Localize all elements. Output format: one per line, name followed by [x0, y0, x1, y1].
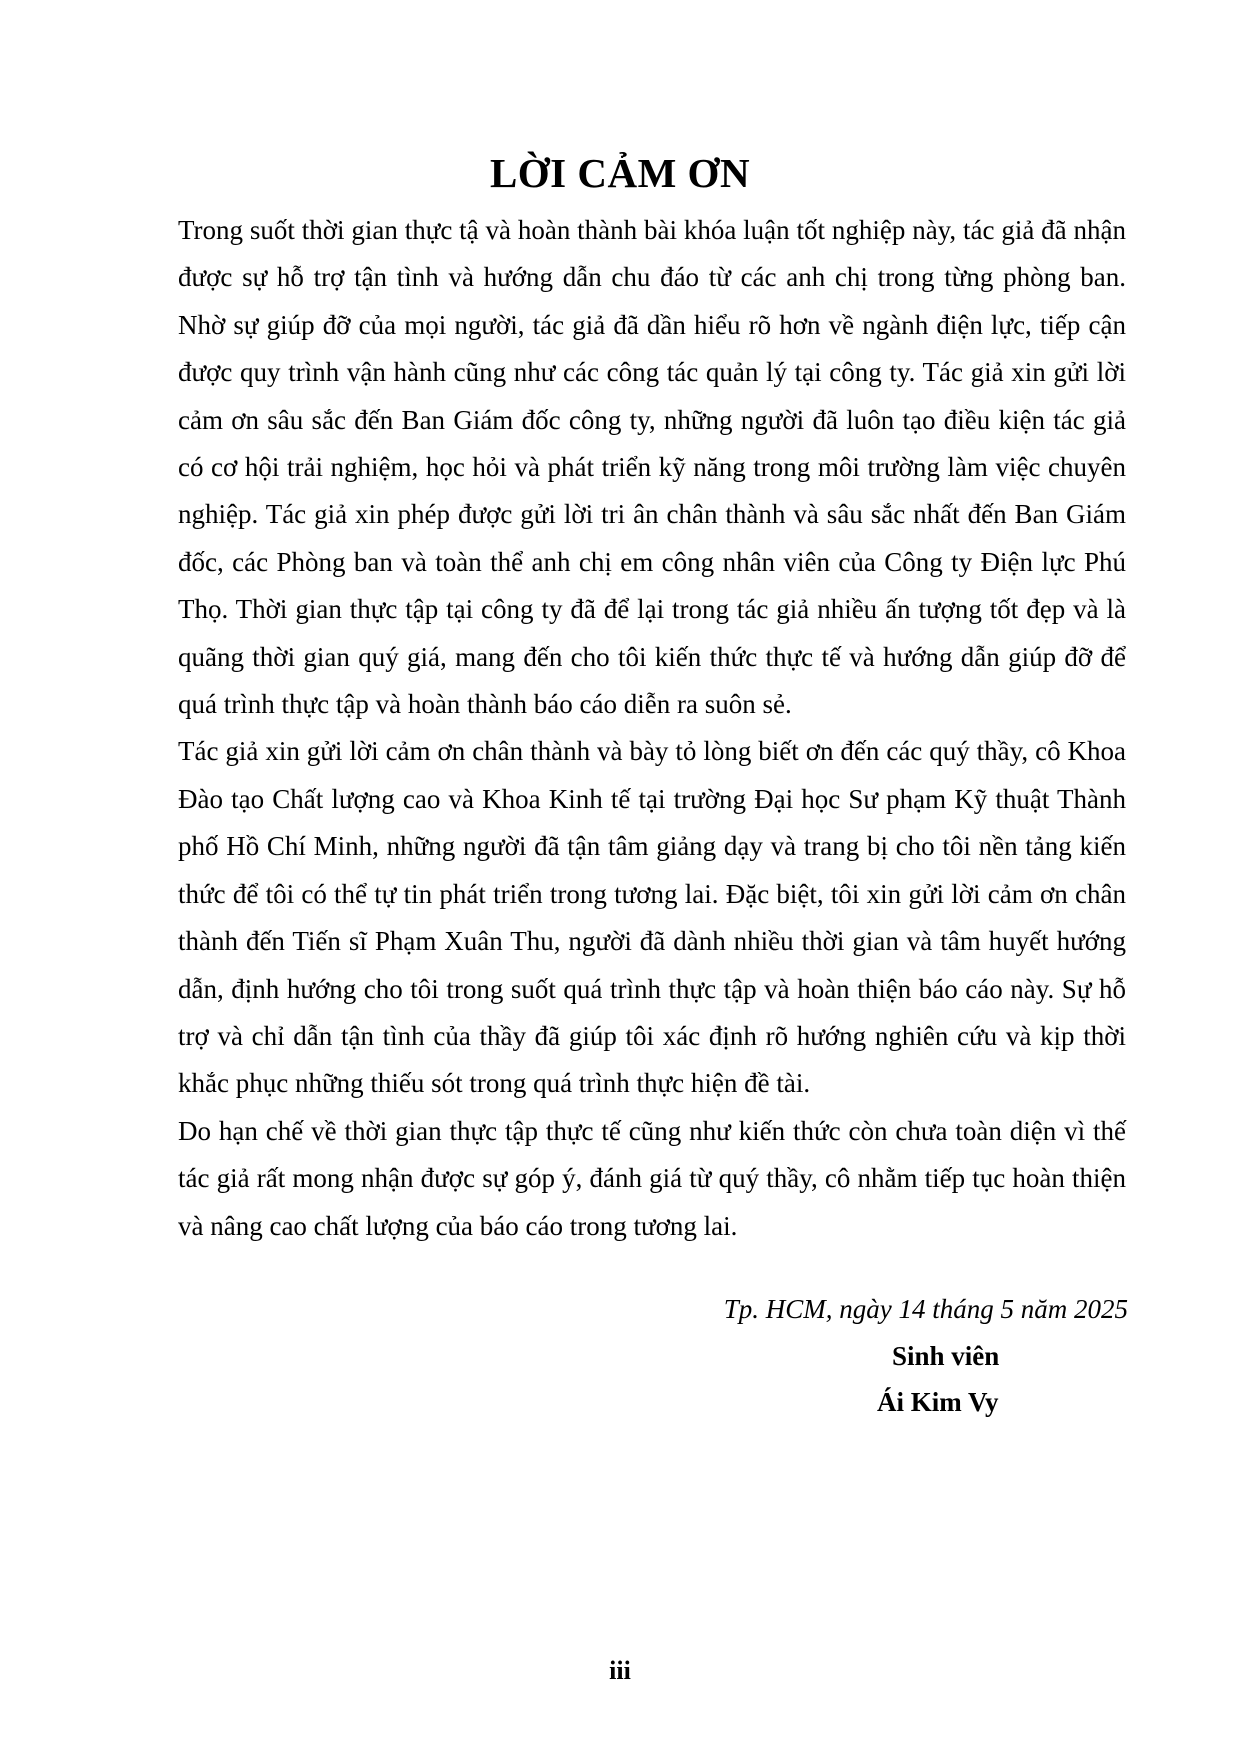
paragraph-3: Do hạn chế về thời gian thực tập thực tế cũng như kiến thức còn chưa toàn diện vì thế tác giả rất mong nhận được sự góp ý, đánh giá từ quý thầy, cô nhằm tiếp tục hoàn thiện và nâng cao chất lượng của báo cáo trong tương lai.: [178, 1115, 1126, 1241]
signature-name: Ái Kim Vy: [877, 1387, 999, 1417]
signature-date: Tp. HCM, ngày 14 tháng 5 năm 2025: [723, 1294, 1128, 1324]
paragraph-1: Trong suốt thời gian thực tậ và hoàn thành bài khóa luận tốt nghiệp này, tác giả đã nhận được sự hỗ trợ tận tình và hướng dẫn chu đáo từ các anh chị trong từng phòng ban. Nhờ sự giúp đỡ của mọi người, tác giả đã dần hiểu rõ hơn về ngành điện lực, tiếp cận được quy trình vận hành cũng như các công tác quản lý tại công ty. Tác giả xin gửi lời cảm ơn sâu sắc đến Ban Giám đốc công ty, những người đã luôn tạo điều kiện tác giả có cơ hội trải nghiệm, học hỏi và phát triển kỹ năng trong môi trường làm việc chuyên nghiệp. Tác giả xin phép được gửi lời tri ân chân thành và sâu sắc nhất đến Ban Giám đốc, các Phòng ban và toàn thể anh chị em công nhân viên của Công ty Điện lực Phú Thọ. Thời gian thực tập tại công ty đã để lại trong tác giả nhiều ấn tượng tốt đẹp và là quãng thời gian quý giá, mang đến cho tôi kiến thức thực tế và hướng dẫn giúp đỡ để quá trình thực tập và hoàn thành báo cáo diễn ra suôn sẻ.: [178, 215, 1126, 720]
body-text: [178, 207, 1126, 1250]
page-number: iii: [609, 1656, 631, 1685]
paragraph-2: Tác giả xin gửi lời cảm ơn chân thành và bày tỏ lòng biết ơn đến các quý thầy, cô Khoa Đào tạo Chất lượng cao và Khoa Kinh tế tại trường Đại học Sư phạm Kỹ thuật Thành phố Hồ Chí Minh, những người đã tận tâm giảng dạy và trang bị cho tôi nền tảng kiến thức để tôi có thể tự tin phát triển trong tương lai. Đặc biệt, tôi xin gửi lời cảm ơn chân thành đến Tiến sĩ Phạm Xuân Thu, người đã dành nhiều thời gian và tâm huyết hướng dẫn, định hướng cho tôi trong suốt quá trình thực tập và hoàn thiện báo cáo này. Sự hỗ trợ và chỉ dẫn tận tình của thầy đã giúp tôi xác định rõ hướng nghiên cứu và kịp thời khắc phục những thiếu sót trong quá trình thực hiện đề tài.: [178, 736, 1126, 1099]
signature-role: Sinh viên: [892, 1341, 1000, 1371]
page-title: LỜI CẢM ƠN: [489, 150, 751, 196]
